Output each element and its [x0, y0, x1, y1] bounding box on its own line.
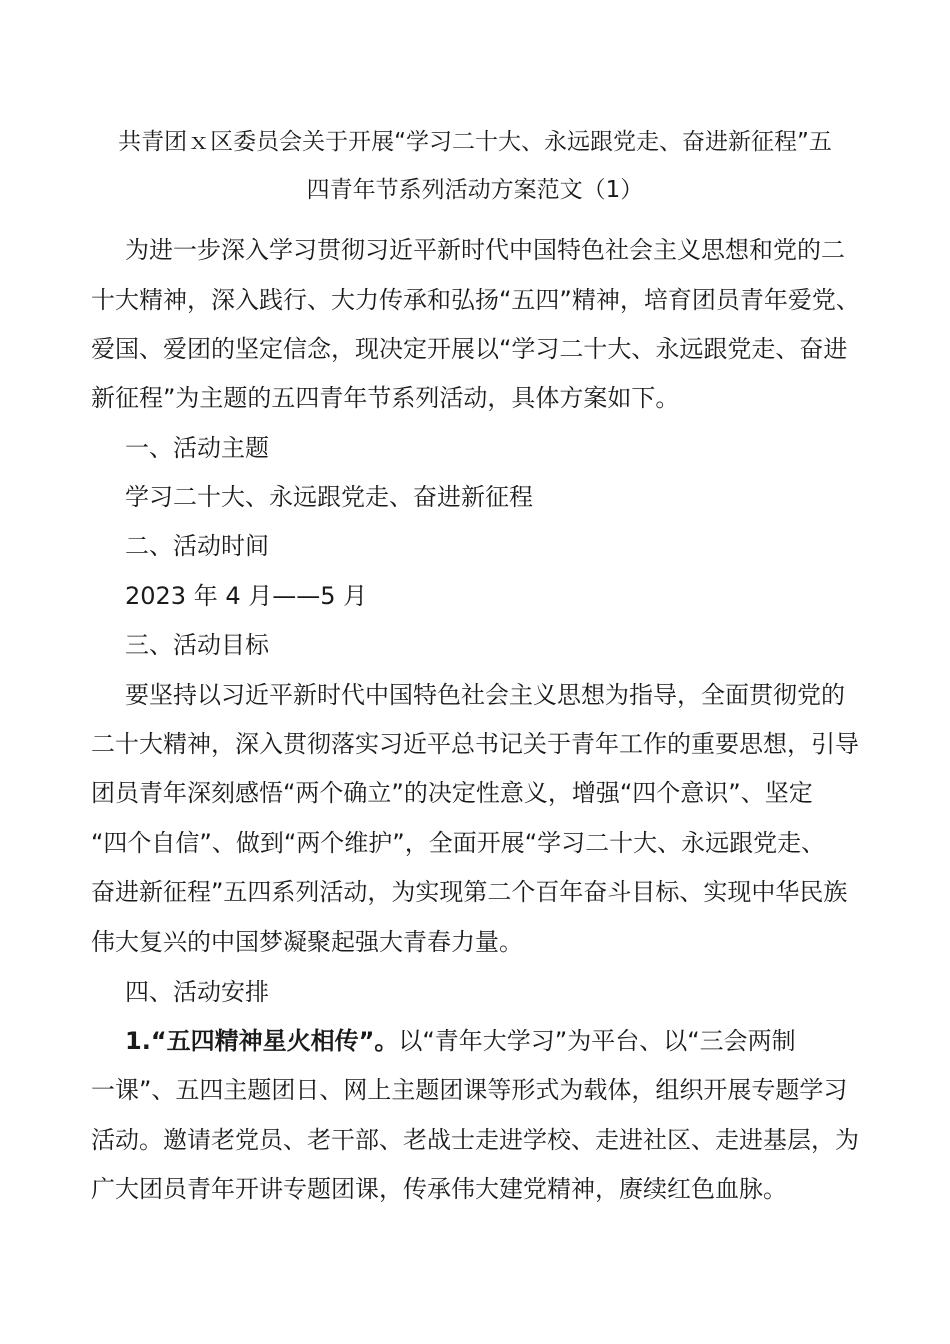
section-body-theme: 学习二十大、永远跟党走、奋进新征程 — [125, 483, 533, 511]
intro-line: 爱国、爱团的坚定信念，现决定开展以“学习二十大、永远跟党走、奋进 — [91, 335, 848, 363]
item-1-first-line — [125, 1023, 796, 1059]
item-1-line: 活动。邀请老党员、老干部、老战士走进学校、走进社区、走进基层，为 — [91, 1126, 859, 1154]
title-line-2: 四青年节系列活动方案范文（1） — [306, 177, 644, 203]
section-body-time: 2023 年 4 月——5 月 — [125, 582, 368, 610]
intro-line: 为进一步深入学习贯彻习近平新时代中国特色社会主义思想和党的二 — [125, 236, 845, 264]
title-line-1: 共青团ｘ区委员会关于开展“学习二十大、永远跟党走、奋进新征程”五 — [118, 129, 832, 155]
goal-line: 伟大复兴的中国梦凝聚起强大青春力量。 — [91, 928, 523, 956]
goal-line: “四个自信”、做到“两个维护”，全面开展“学习二十大、永远跟党走、 — [91, 829, 826, 857]
intro-line: 新征程”为主题的五四青年节系列活动，具体方案如下。 — [91, 384, 680, 412]
goal-line: 要坚持以习近平新时代中国特色社会主义思想为指导，全面贯彻党的 — [125, 681, 845, 709]
goal-line: 二十大精神，深入贯彻落实习近平总书记关于青年工作的重要思想，引导 — [91, 730, 859, 758]
goal-line: 团员青年深刻感悟“两个确立”的决定性意义，增强“四个意识”、坚定 — [91, 779, 813, 807]
section-heading-theme: 一、活动主题 — [125, 434, 269, 462]
goal-line: 奋进新征程”五四系列活动，为实现第二个百年奋斗目标、实现中华民族 — [91, 878, 848, 906]
item-1-line: 一课”、五四主题团日、网上主题团课等形式为载体，组织开展专题学习 — [91, 1076, 848, 1104]
section-heading-time: 二、活动时间 — [125, 532, 269, 560]
section-heading-goal: 三、活动目标 — [125, 631, 269, 659]
intro-line: 十大精神，深入践行、大力传承和弘扬“五四”精神，培育团员青年爱党、 — [91, 286, 860, 314]
item-1-line: 广大团员青年开讲专题团课，传承伟大建党精神，赓续红色血脉。 — [91, 1175, 787, 1203]
item-1-title: 1.“五四精神星火相传”。 — [125, 1027, 399, 1055]
item-1-text: 以“青年大学习”为平台、以“三会两制 — [398, 1027, 796, 1055]
document-title — [84, 118, 866, 214]
section-heading-arrangement: 四、活动安排 — [125, 978, 269, 1006]
